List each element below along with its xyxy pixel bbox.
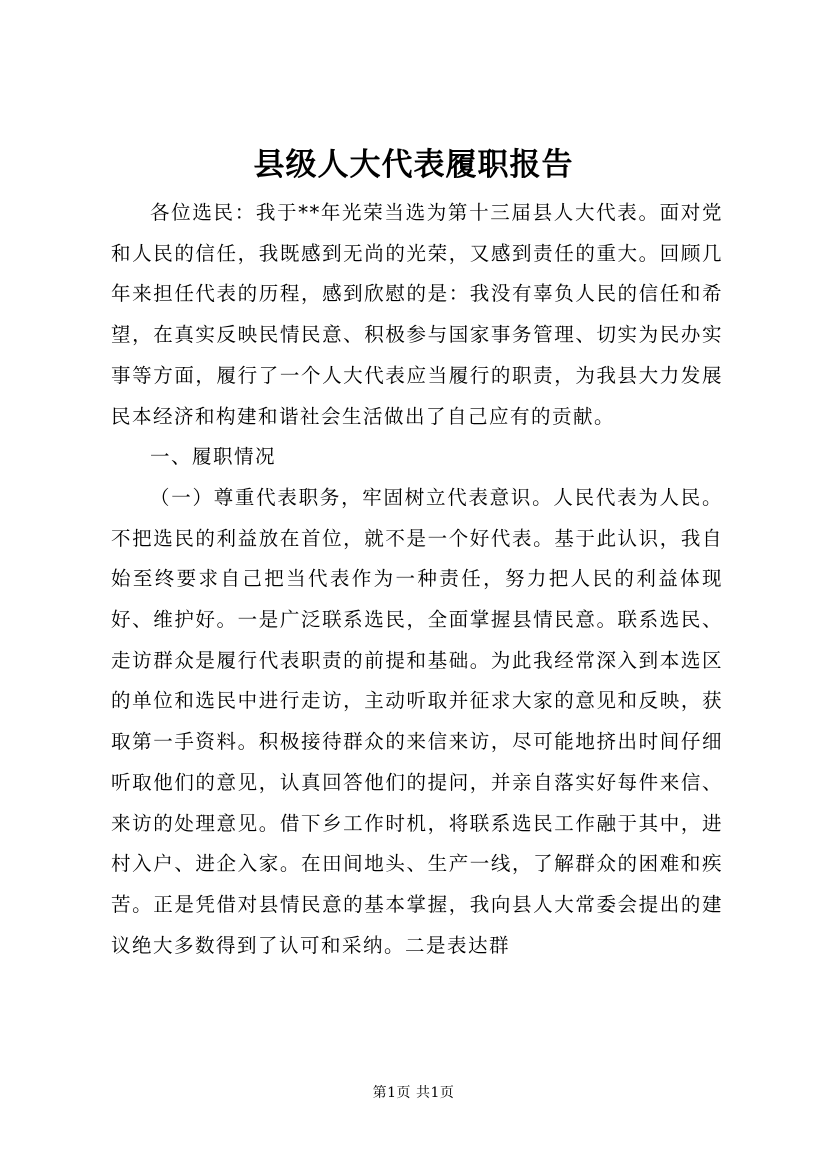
page-footer: 第1页 共1页 [372,1085,455,1101]
intro-paragraph: 各位选民：我于**年光荣当选为第十三届县人大代表。面对党和人民的信任，我既感到无尚的光荣，又感到责任的重大。回顾几年来担任代表的历程，感到欣慰的是：我没有辜负人民的信任和希望，在真实反映民情民意、积极参与国家事务管理、切实为民办实事等方面，履行了一个人大代表应当履行的职责，为我县大力发展民本经济和构建和谐社会生活做出了自己应有的贡献。 [111,201,723,428]
document-body [111,193,723,966]
section-heading: 一、履职情况 [150,445,277,469]
document-title: 县级人大代表履职报告 [253,147,574,183]
section-paragraph: （一）尊重代表职务，牢固树立代表意识。人民代表为人民。不把选民的利益放在首位，就不是一个好代表。基于此认识，我自始至终要求自己把当代表作为一种责任，努力把人民的利益体现好、维护好。一是广泛联系选民，全面掌握县情民意。联系选民、走访群众是履行代表职责的前提和基础。为此我经常深入到本选区的单位和选民中进行走访，主动听取并征求大家的意见和反映，获取第一手资料。积极接待群众的来信来访，尽可能地挤出时间仔细听取他们的意见，认真回答他们的提问，并亲自落实好每件来信、来访的处理意见。借下乡工作时机，将联系选民工作融于其中，进村入户、进企入家。在田间地头、生产一线，了解群众的困难和疾苦。正是凭借对县情民意的基本掌握，我向县人大常委会提出的建议绝大多数得到了认可和采纳。二是表达群 [111,485,723,957]
